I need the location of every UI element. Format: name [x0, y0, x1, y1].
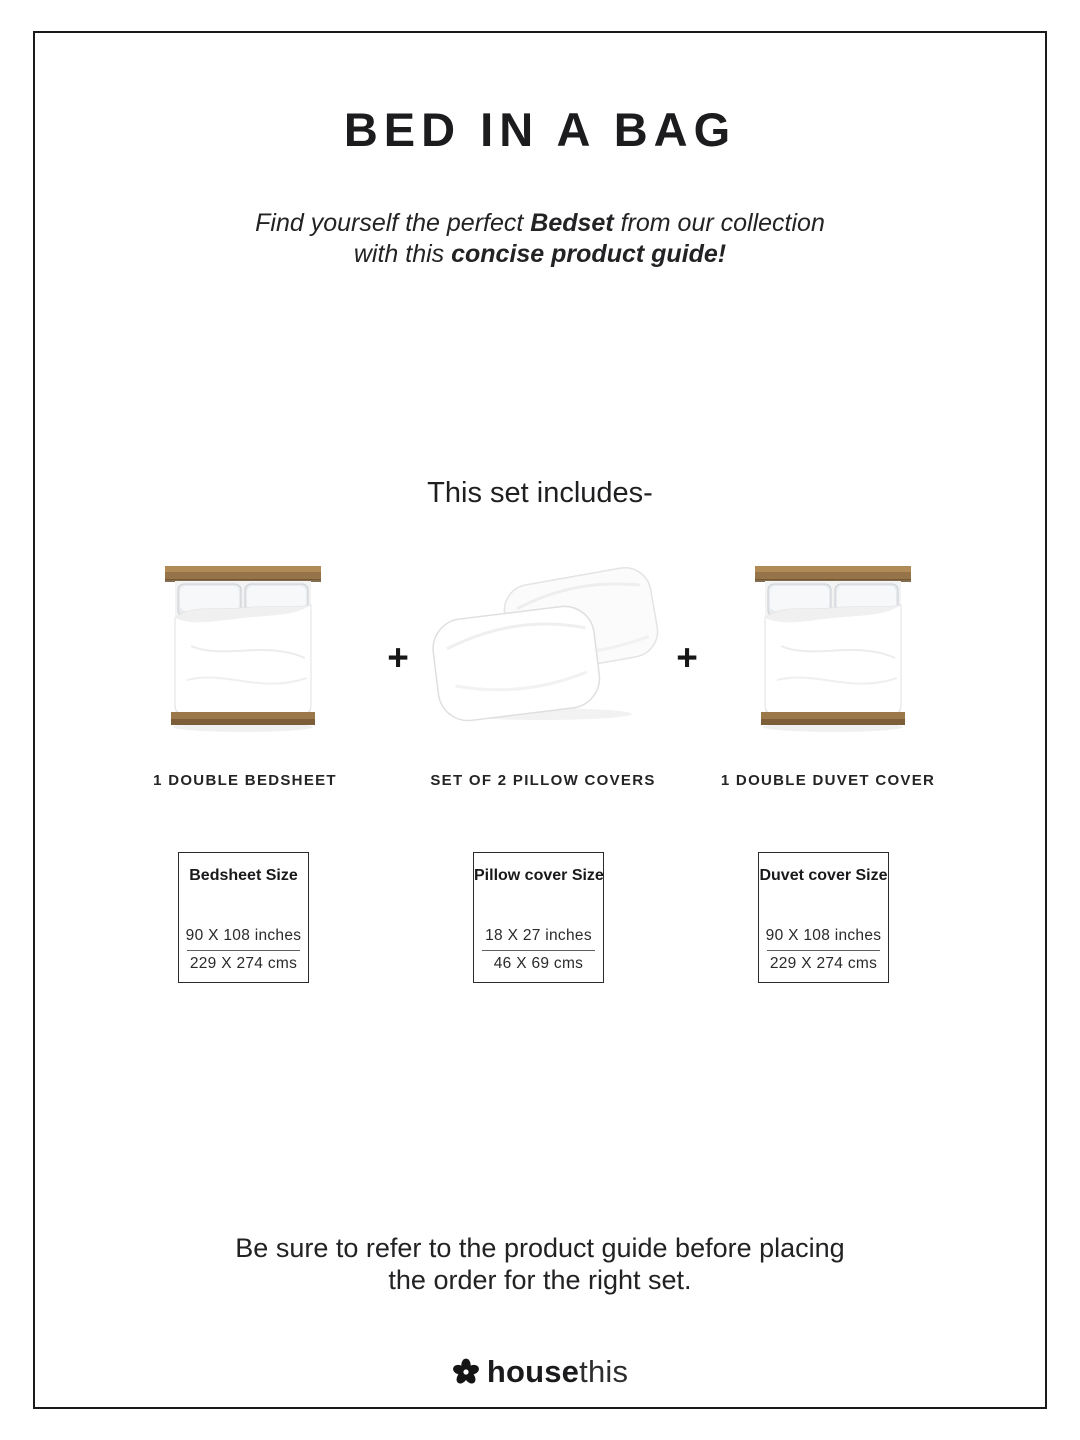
- set-includes-heading: This set includes-: [427, 477, 653, 509]
- size-box-title: Pillow cover Size: [474, 867, 604, 884]
- page-subtitle: [0, 208, 1080, 270]
- brand-name: [487, 1354, 628, 1390]
- size-cms: 46 X 69 cms: [493, 955, 584, 972]
- pillow-pair-icon: [425, 556, 665, 736]
- plus-icon: +: [387, 637, 409, 678]
- size-box-values: [474, 927, 603, 973]
- subtitle-line2: with this concise product guide!: [353, 240, 727, 268]
- size-box-duvet-cover: [758, 852, 889, 983]
- duvet-bed-top-view-icon: [753, 564, 913, 739]
- size-inches: 18 X 27 inches: [485, 927, 592, 944]
- size-box-bedsheet: [178, 852, 309, 983]
- size-inches: 90 X 108 inches: [185, 927, 302, 944]
- footer-note-line1: Be sure to refer to the product guide before placing: [235, 1233, 845, 1263]
- brand-name-bold: house: [486, 1354, 580, 1389]
- size-box-title: Bedsheet Size: [189, 867, 298, 884]
- plus-icon: +: [676, 637, 698, 678]
- page-title: BED IN A BAG: [343, 103, 737, 156]
- item-label-bedsheet: 1 DOUBLE BEDSHEET: [153, 772, 337, 789]
- size-box-title: Duvet cover Size: [759, 867, 888, 884]
- brand-logo: [0, 1354, 1080, 1390]
- size-cms: 229 X 274 cms: [769, 955, 878, 972]
- footer-note-line2: the order for the right set.: [388, 1265, 692, 1295]
- footer-note: [0, 1232, 1080, 1296]
- size-inches: 90 X 108 inches: [765, 927, 882, 944]
- item-label-duvet-cover: 1 DOUBLE DUVET COVER: [720, 772, 936, 789]
- subtitle-line1: Find yourself the perfect Bedset from our collection: [255, 209, 825, 237]
- size-cms: 229 X 274 cms: [189, 955, 298, 972]
- size-box-values: [179, 927, 308, 973]
- size-box-pillow-cover: [473, 852, 604, 983]
- bedsheet-bed-top-view-icon: [163, 564, 323, 739]
- flower-logo-icon: [452, 1358, 480, 1386]
- size-box-values: [759, 927, 888, 973]
- item-label-pillow-covers: SET OF 2 PILLOW COVERS: [430, 772, 656, 789]
- brand-name-light: this: [579, 1354, 629, 1389]
